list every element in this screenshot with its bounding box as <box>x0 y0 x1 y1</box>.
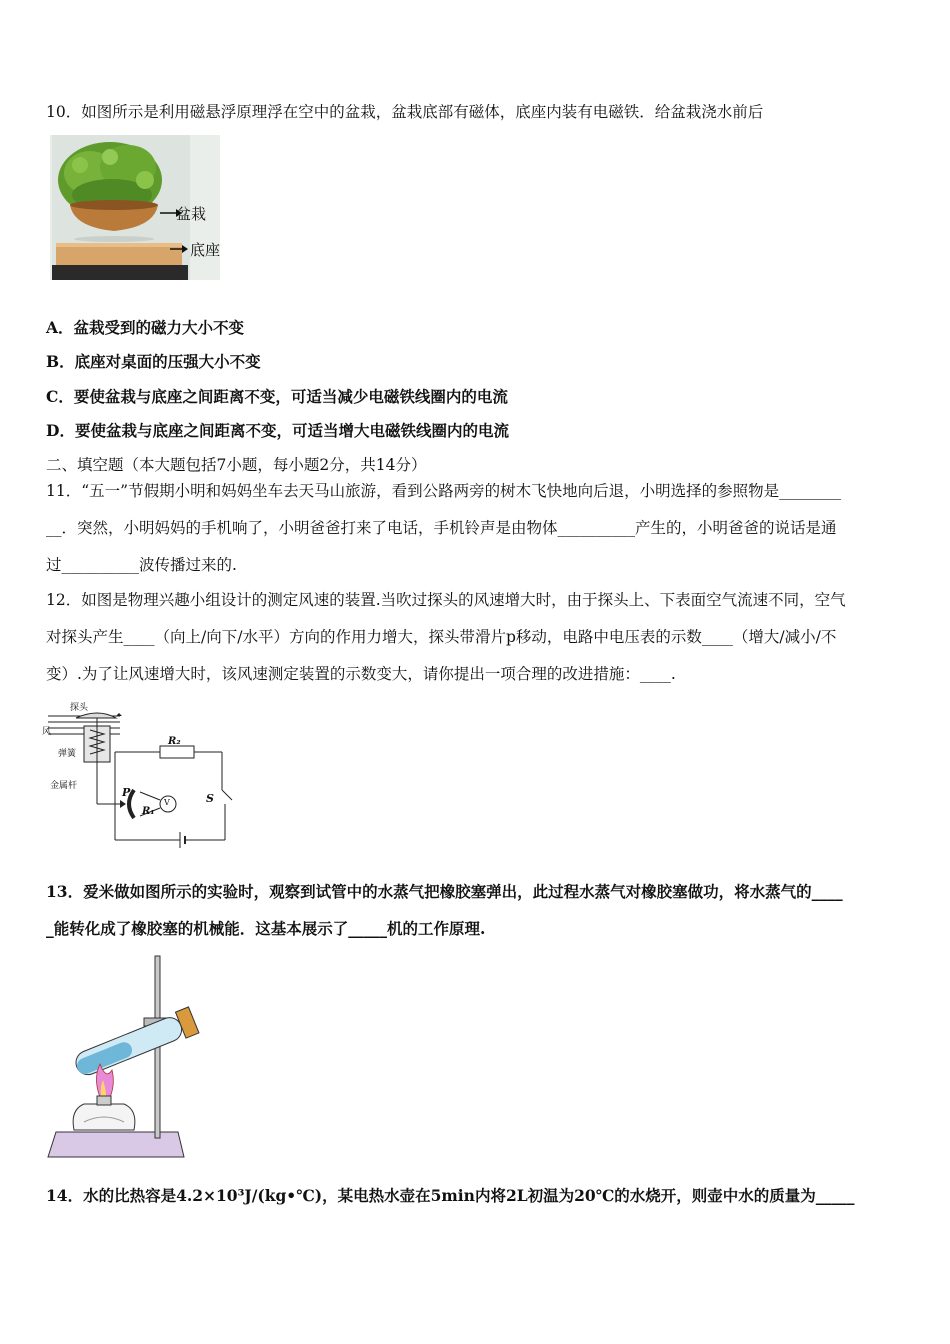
maglev-plant-figure <box>50 135 220 280</box>
q10-stem: 10．如图所示是利用磁悬浮原理浮在空中的盆栽，盆栽底部有磁体，底座内装有电磁铁．给盆栽浇水前后 <box>46 103 764 121</box>
circuit-diagram <box>40 700 240 850</box>
wind-label: 风 <box>42 727 52 737</box>
p-label: P <box>122 786 131 799</box>
q11-line-3: 过__________波传播过来的. <box>46 556 237 574</box>
q13-line-1: 13．爱米做如图所示的实验时，观察到试管中的水蒸气把橡胶塞弹出，此过程水蒸气对橡胶塞做功，将水蒸气的____ <box>46 882 843 901</box>
wind-speed-circuit-figure <box>40 700 240 850</box>
pot-label: 盆栽 <box>176 205 207 223</box>
test-tube-image <box>44 952 214 1162</box>
r2-label: R₂ <box>168 736 181 747</box>
r1-label: R₁ <box>142 806 155 817</box>
voltmeter-label: V <box>164 798 170 807</box>
test-tube-experiment-figure <box>44 952 214 1162</box>
switch-label: S <box>206 792 214 805</box>
q11-line-2: __．突然，小明妈妈的手机响了，小明爸爸打来了电话，手机铃声是由物体__________产生的，小明爸爸的说话是通 <box>46 519 837 537</box>
q13-line-2: _能转化成了橡胶塞的机械能．这基本展示了_____机的工作原理. <box>46 919 486 938</box>
spring-label: 弹簧 <box>58 749 77 759</box>
q10-option-c: C．要使盆栽与底座之间距离不变，可适当减少电磁铁线圈内的电流 <box>46 387 508 406</box>
q12-line-1: 12．如图是物理兴趣小组设计的测定风速的装置.当吹过探头的风速增大时，由于探头上、下表面空气流速不同，空气 <box>46 591 846 609</box>
q10-option-a: A．盆栽受到的磁力大小不变 <box>46 318 245 337</box>
q12-line-3: 变）.为了让风速增大时，该风速测定装置的示数变大，请你提出一项合理的改进措施：____. <box>46 665 676 683</box>
base-label: 底座 <box>190 241 221 259</box>
section-heading: 二、填空题（本大题包括7小题，每小题2分，共14分） <box>46 456 427 474</box>
q11-line-1: 11．“五一”节假期小明和妈妈坐车去天马山旅游，看到公路两旁的树木飞快地向后退，小明选择的参照物是________ <box>46 482 842 500</box>
q10-option-d: D．要使盆栽与底座之间距离不变，可适当增大电磁铁线圈内的电流 <box>46 421 509 440</box>
q10-option-b: B．底座对桌面的压强大小不变 <box>46 352 261 371</box>
q14-stem: 14．水的比热容是4.2×10³J/(kg•℃)，某电热水壶在5min内将2L初温为20℃的水烧开，则壶中水的质量为_____ <box>46 1186 855 1205</box>
probe-label: 探头 <box>70 703 89 713</box>
q12-line-2: 对探头产生____（向上/向下/水平）方向的作用力增大，探头带滑片p移动，电路中电压表的示数____（增大/减小/不 <box>46 628 837 646</box>
metal-rod-label: 金属杆 <box>50 781 78 791</box>
